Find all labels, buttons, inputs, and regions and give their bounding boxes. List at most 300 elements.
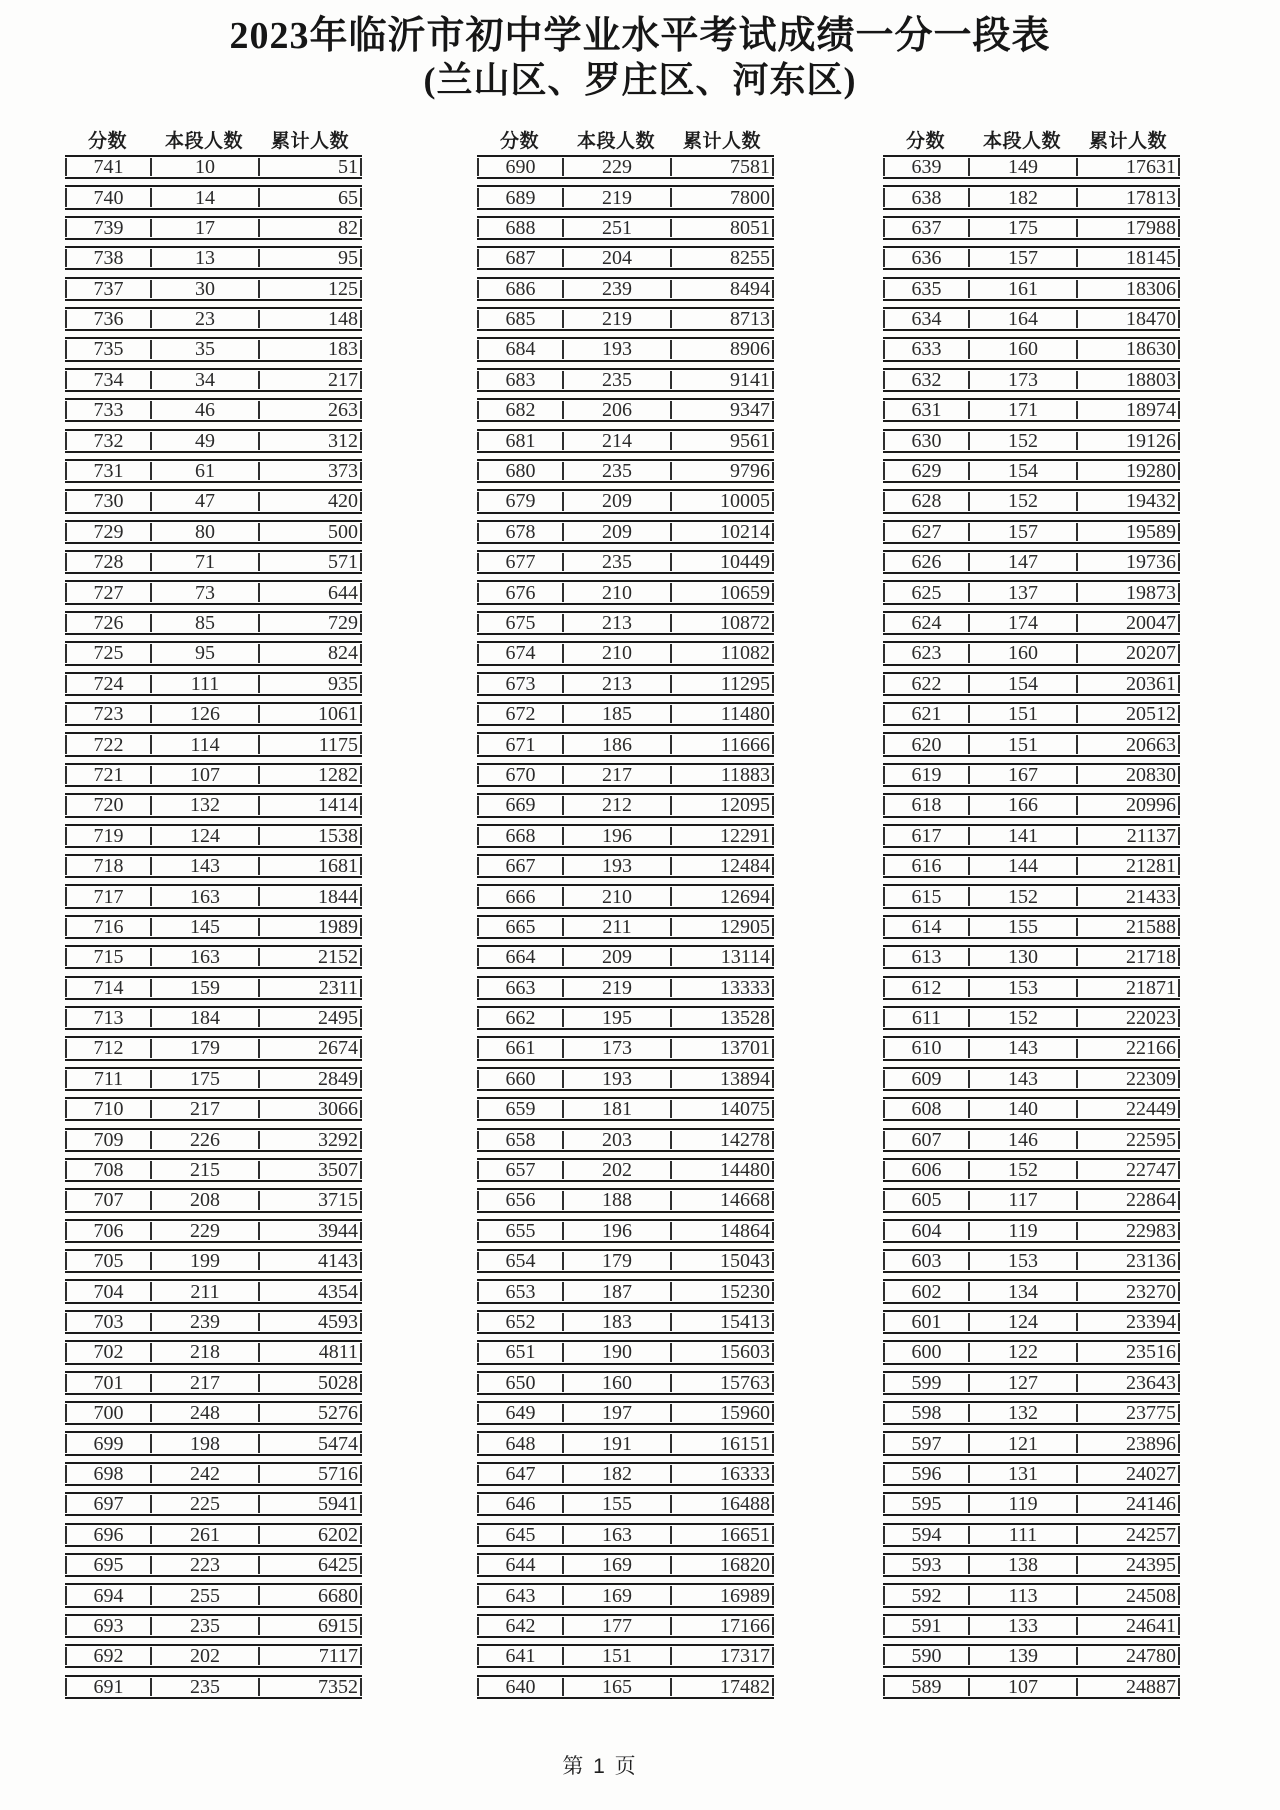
segment-count-cell: 122 [968,1343,1076,1361]
table-row [65,398,362,422]
segment-count-cell: 152 [968,432,1076,450]
table-row [65,1310,362,1334]
cumulative-count-cell: 22983 [1076,1222,1180,1240]
cumulative-count-cell: 12694 [670,887,774,905]
table-body [65,155,362,1699]
segment-count-cell: 212 [562,796,670,814]
segment-count-cell: 169 [562,1586,670,1604]
score-cell: 708 [65,1161,150,1179]
score-cell: 611 [883,1009,968,1027]
score-cell: 655 [477,1222,562,1240]
segment-count-cell: 157 [968,523,1076,541]
cumulative-count-cell: 3944 [258,1222,362,1240]
table-row [883,429,1180,453]
table-row [65,854,362,878]
table-row [477,368,774,392]
cumulative-count-cell: 21588 [1076,918,1180,936]
cumulative-count-cell: 19873 [1076,583,1180,601]
score-cell: 598 [883,1404,968,1422]
table-row [65,1340,362,1364]
cumulative-count-cell: 23270 [1076,1282,1180,1300]
segment-count-cell: 214 [562,432,670,450]
table-row [65,672,362,696]
table-row [477,429,774,453]
segment-count-cell: 134 [968,1282,1076,1300]
segment-count-cell: 71 [150,553,258,571]
cumulative-count-cell: 16488 [670,1495,774,1513]
segment-count-cell: 211 [562,918,670,936]
segment-count-cell: 182 [968,188,1076,206]
score-cell: 615 [883,887,968,905]
table-row [883,307,1180,331]
score-cell: 697 [65,1495,150,1513]
segment-count-cell: 198 [150,1434,258,1452]
table-row [883,1128,1180,1152]
score-cell: 607 [883,1131,968,1149]
segment-count-cell: 127 [968,1374,1076,1392]
segment-count-cell: 160 [968,340,1076,358]
table-row [477,520,774,544]
score-cell: 638 [883,188,968,206]
score-cell: 629 [883,462,968,480]
score-cell: 734 [65,371,150,389]
segment-count-cell: 187 [562,1282,670,1300]
header-score: 分数 [87,130,127,152]
score-cell: 666 [477,887,562,905]
cumulative-count-cell: 18630 [1076,340,1180,358]
segment-count-cell: 186 [562,735,670,753]
table-row [477,1188,774,1212]
cumulative-count-cell: 24641 [1076,1617,1180,1635]
header-segment-count: 本段人数 [164,130,243,152]
score-cell: 730 [65,492,150,510]
table-row [883,337,1180,361]
segment-count-cell: 235 [562,371,670,389]
table-row [65,1462,362,1486]
cumulative-count-cell: 4143 [258,1252,362,1270]
segment-count-cell: 154 [968,675,1076,693]
score-cell: 644 [477,1556,562,1574]
table-row [883,216,1180,240]
score-cell: 661 [477,1039,562,1057]
segment-count-cell: 173 [562,1039,670,1057]
segment-count-cell: 217 [150,1374,258,1392]
segment-count-cell: 182 [562,1465,670,1483]
score-cell: 682 [477,401,562,419]
score-cell: 669 [477,796,562,814]
table-row [477,337,774,361]
score-cell: 624 [883,614,968,632]
table-row [477,1006,774,1030]
segment-count-cell: 217 [562,766,670,784]
segment-count-cell: 163 [150,948,258,966]
cumulative-count-cell: 16151 [670,1434,774,1452]
table-row [477,884,774,908]
score-cell: 650 [477,1374,562,1392]
table-row [883,459,1180,483]
cumulative-count-cell: 1681 [258,857,362,875]
score-cell: 706 [65,1222,150,1240]
table-row [65,1644,362,1668]
table-body [477,155,774,1699]
table-row [477,1340,774,1364]
table-row [883,915,1180,939]
table-row [477,793,774,817]
cumulative-count-cell: 5028 [258,1374,362,1392]
cumulative-count-cell: 9796 [670,462,774,480]
score-cell: 602 [883,1282,968,1300]
score-cell: 614 [883,918,968,936]
segment-count-cell: 152 [968,1161,1076,1179]
segment-count-cell: 10 [150,158,258,176]
cumulative-count-cell: 18470 [1076,310,1180,328]
score-cell: 690 [477,158,562,176]
segment-count-cell: 225 [150,1495,258,1513]
table-row [883,398,1180,422]
segment-count-cell: 145 [150,918,258,936]
page-subtitle: (兰山区、罗庄区、河东区) [423,60,857,100]
table-header-row [65,126,362,152]
score-cell: 719 [65,827,150,845]
score-cell: 694 [65,1586,150,1604]
cumulative-count-cell: 21718 [1076,948,1180,966]
table-row [65,945,362,969]
score-cell: 715 [65,948,150,966]
segment-count-cell: 229 [150,1222,258,1240]
cumulative-count-cell: 7352 [258,1678,362,1696]
table-row [883,1614,1180,1638]
segment-count-cell: 202 [562,1161,670,1179]
table-row [477,1067,774,1091]
table-row [65,1431,362,1455]
segment-count-cell: 95 [150,644,258,662]
segment-count-cell: 219 [562,310,670,328]
segment-count-cell: 181 [562,1100,670,1118]
score-cell: 713 [65,1009,150,1027]
segment-count-cell: 111 [150,675,258,693]
score-cell: 649 [477,1404,562,1422]
table-row [477,672,774,696]
score-cell: 647 [477,1465,562,1483]
table-row [883,1523,1180,1547]
segment-count-cell: 121 [968,1434,1076,1452]
score-cell: 674 [477,644,562,662]
segment-count-cell: 113 [968,1586,1076,1604]
cumulative-count-cell: 1844 [258,887,362,905]
cumulative-count-cell: 24395 [1076,1556,1180,1574]
score-cell: 671 [477,735,562,753]
table-row [883,520,1180,544]
cumulative-count-cell: 13114 [670,948,774,966]
cumulative-count-cell: 11295 [670,675,774,693]
score-cell: 680 [477,462,562,480]
segment-count-cell: 151 [968,735,1076,753]
segment-count-cell: 255 [150,1586,258,1604]
score-cell: 716 [65,918,150,936]
cumulative-count-cell: 16820 [670,1556,774,1574]
cumulative-count-cell: 420 [258,492,362,510]
segment-count-cell: 138 [968,1556,1076,1574]
cumulative-count-cell: 16333 [670,1465,774,1483]
segment-count-cell: 114 [150,735,258,753]
segment-count-cell: 171 [968,401,1076,419]
segment-count-cell: 195 [562,1009,670,1027]
score-cell: 658 [477,1131,562,1149]
table-row [883,854,1180,878]
segment-count-cell: 235 [150,1678,258,1696]
segment-count-cell: 218 [150,1343,258,1361]
table-row [65,763,362,787]
segment-count-cell: 107 [968,1678,1076,1696]
score-cell: 594 [883,1526,968,1544]
cumulative-count-cell: 5276 [258,1404,362,1422]
cumulative-count-cell: 11883 [670,766,774,784]
cumulative-count-cell: 22595 [1076,1131,1180,1149]
score-cell: 599 [883,1374,968,1392]
cumulative-count-cell: 17813 [1076,188,1180,206]
score-cell: 610 [883,1039,968,1057]
cumulative-count-cell: 125 [258,280,362,298]
cumulative-count-cell: 12484 [670,857,774,875]
score-cell: 703 [65,1313,150,1331]
segment-count-cell: 167 [968,766,1076,784]
table-row [65,1249,362,1273]
cumulative-count-cell: 11480 [670,705,774,723]
cumulative-count-cell: 5716 [258,1465,362,1483]
segment-count-cell: 157 [968,249,1076,267]
cumulative-count-cell: 15043 [670,1252,774,1270]
table-row [65,915,362,939]
table-row [477,1675,774,1699]
table-row [883,1219,1180,1243]
segment-count-cell: 204 [562,249,670,267]
score-cell: 592 [883,1586,968,1604]
header-cumulative-count: 累计人数 [270,130,349,152]
cumulative-count-cell: 2495 [258,1009,362,1027]
cumulative-count-cell: 24887 [1076,1678,1180,1696]
score-cell: 609 [883,1070,968,1088]
cumulative-count-cell: 9347 [670,401,774,419]
cumulative-count-cell: 65 [258,188,362,206]
segment-count-cell: 13 [150,249,258,267]
table-row [65,277,362,301]
segment-count-cell: 229 [562,158,670,176]
cumulative-count-cell: 16989 [670,1586,774,1604]
score-cell: 672 [477,705,562,723]
table-row [883,368,1180,392]
score-cell: 627 [883,523,968,541]
score-cell: 623 [883,644,968,662]
score-cell: 729 [65,523,150,541]
segment-count-cell: 175 [150,1070,258,1088]
cumulative-count-cell: 13333 [670,979,774,997]
score-cell: 589 [883,1678,968,1696]
score-cell: 616 [883,857,968,875]
score-cell: 737 [65,280,150,298]
score-cell: 728 [65,553,150,571]
score-cell: 684 [477,340,562,358]
cumulative-count-cell: 24027 [1076,1465,1180,1483]
score-cell: 622 [883,675,968,693]
table-row [477,277,774,301]
cumulative-count-cell: 6680 [258,1586,362,1604]
table-row [883,1644,1180,1668]
cumulative-count-cell: 183 [258,340,362,358]
cumulative-count-cell: 8255 [670,249,774,267]
segment-count-cell: 219 [562,188,670,206]
segment-count-cell: 61 [150,462,258,480]
table-row [477,854,774,878]
score-cell: 664 [477,948,562,966]
table-row [477,824,774,848]
score-cell: 731 [65,462,150,480]
segment-count-cell: 206 [562,401,670,419]
segment-count-cell: 235 [562,553,670,571]
segment-count-cell: 193 [562,857,670,875]
score-cell: 642 [477,1617,562,1635]
score-cell: 662 [477,1009,562,1027]
table-row [65,1128,362,1152]
cumulative-count-cell: 4593 [258,1313,362,1331]
score-cell: 739 [65,219,150,237]
segment-count-cell: 107 [150,766,258,784]
segment-count-cell: 164 [968,310,1076,328]
cumulative-count-cell: 14864 [670,1222,774,1240]
segment-count-cell: 139 [968,1647,1076,1665]
segment-count-cell: 213 [562,675,670,693]
score-cell: 596 [883,1465,968,1483]
segment-count-cell: 223 [150,1556,258,1574]
segment-count-cell: 175 [968,219,1076,237]
cumulative-count-cell: 19589 [1076,523,1180,541]
cumulative-count-cell: 24257 [1076,1526,1180,1544]
score-cell: 687 [477,249,562,267]
table-row [65,793,362,817]
cumulative-count-cell: 20996 [1076,796,1180,814]
segment-count-cell: 210 [562,644,670,662]
title-block [0,14,1280,101]
cumulative-count-cell: 19280 [1076,462,1180,480]
table-row [65,1279,362,1303]
cumulative-count-cell: 7800 [670,188,774,206]
segment-count-cell: 169 [562,1556,670,1574]
table-row [477,580,774,604]
score-cell: 590 [883,1647,968,1665]
cumulative-count-cell: 20663 [1076,735,1180,753]
table-row [883,1371,1180,1395]
segment-count-cell: 193 [562,340,670,358]
score-cell: 675 [477,614,562,632]
cumulative-count-cell: 1061 [258,705,362,723]
cumulative-count-cell: 95 [258,249,362,267]
score-cell: 724 [65,675,150,693]
table-row [65,1371,362,1395]
header-cumulative-count: 累计人数 [1088,130,1167,152]
cumulative-count-cell: 3507 [258,1161,362,1179]
header-segment-count: 本段人数 [982,130,1061,152]
table-row [65,611,362,635]
score-cell: 645 [477,1526,562,1544]
segment-count-cell: 155 [562,1495,670,1513]
segment-count-cell: 215 [150,1161,258,1179]
table-row [65,1614,362,1638]
cumulative-count-cell: 23775 [1076,1404,1180,1422]
cumulative-count-cell: 935 [258,675,362,693]
cumulative-count-cell: 12291 [670,827,774,845]
cumulative-count-cell: 148 [258,310,362,328]
segment-count-cell: 183 [562,1313,670,1331]
score-cell: 686 [477,280,562,298]
table-row [477,1492,774,1516]
cumulative-count-cell: 19736 [1076,553,1180,571]
segment-count-cell: 226 [150,1131,258,1149]
table-row [883,489,1180,513]
segment-count-cell: 151 [562,1647,670,1665]
cumulative-count-cell: 373 [258,462,362,480]
score-cell: 663 [477,979,562,997]
table-row [477,1644,774,1668]
cumulative-count-cell: 2311 [258,979,362,997]
score-cell: 732 [65,432,150,450]
cumulative-count-cell: 82 [258,219,362,237]
table-row [65,884,362,908]
score-cell: 612 [883,979,968,997]
cumulative-count-cell: 8051 [670,219,774,237]
segment-count-cell: 235 [150,1617,258,1635]
cumulative-count-cell: 20830 [1076,766,1180,784]
segment-count-cell: 193 [562,1070,670,1088]
score-cell: 696 [65,1526,150,1544]
cumulative-count-cell: 15603 [670,1343,774,1361]
header-segment-count: 本段人数 [576,130,655,152]
table-row [65,732,362,756]
cumulative-count-cell: 20361 [1076,675,1180,693]
score-cell: 613 [883,948,968,966]
table-row [65,1188,362,1212]
score-cell: 741 [65,158,150,176]
cumulative-count-cell: 10214 [670,523,774,541]
segment-count-cell: 160 [562,1374,670,1392]
table-row [477,1097,774,1121]
cumulative-count-cell: 15960 [670,1404,774,1422]
score-cell: 632 [883,371,968,389]
segment-count-cell: 159 [150,979,258,997]
cumulative-count-cell: 15413 [670,1313,774,1331]
table-row [477,976,774,1000]
table-row [477,1431,774,1455]
table-row [65,1583,362,1607]
score-cell: 688 [477,219,562,237]
segment-count-cell: 30 [150,280,258,298]
cumulative-count-cell: 18974 [1076,401,1180,419]
cumulative-count-cell: 8494 [670,280,774,298]
table-row [65,550,362,574]
cumulative-count-cell: 18306 [1076,280,1180,298]
table-row [477,398,774,422]
score-cell: 702 [65,1343,150,1361]
segment-count-cell: 161 [968,280,1076,298]
score-cell: 597 [883,1434,968,1452]
score-cell: 709 [65,1131,150,1149]
table-row [883,550,1180,574]
cumulative-count-cell: 21281 [1076,857,1180,875]
cumulative-count-cell: 2674 [258,1039,362,1057]
segment-count-cell: 119 [968,1222,1076,1240]
cumulative-count-cell: 17988 [1076,219,1180,237]
table-row [477,550,774,574]
cumulative-count-cell: 24146 [1076,1495,1180,1513]
score-cell: 668 [477,827,562,845]
